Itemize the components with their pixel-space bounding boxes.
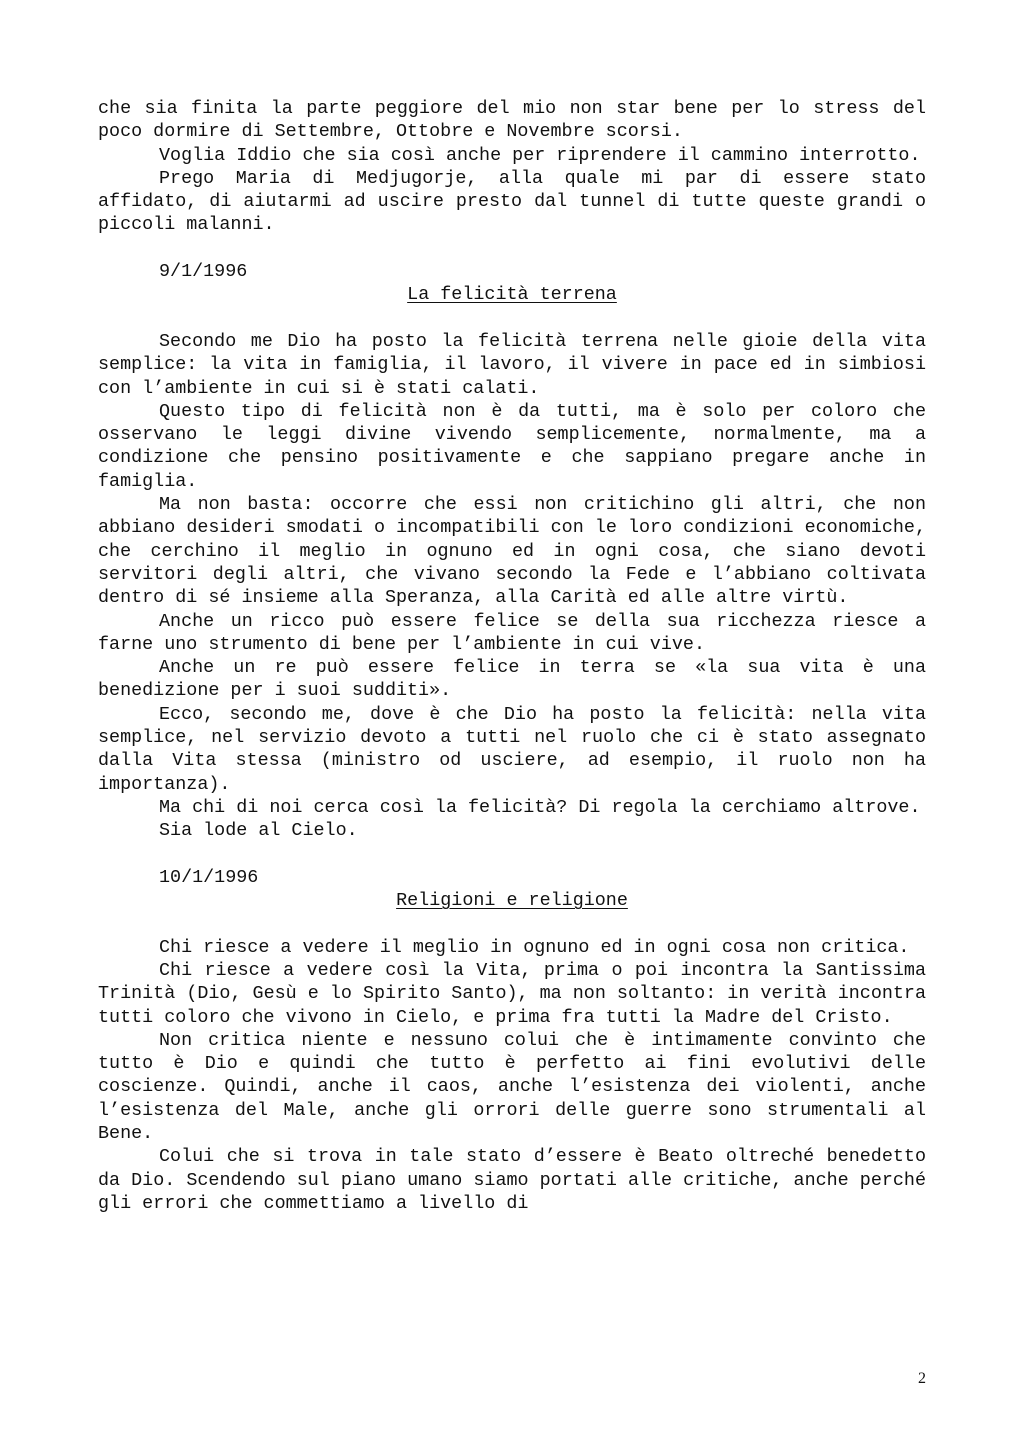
intro-section [98,97,926,237]
entry-section [98,866,926,1215]
paragraph: Voglia Iddio che sia così anche per riprendere il cammino interrotto. [159,144,921,166]
paragraph: Non critica niente e nessuno colui che è intimamente convinto che tutto è Dio e quindi che tutto è perfetto ai fini evolutivi delle coscienze. Quindi, anche il caos, anche l’esistenza dei violenti, anche l’esistenza del Male, anche gli orrori delle guerre sono strumentali al Bene. [98,1029,926,1145]
paragraph: Ma non basta: occorre che essi non critichino gli altri, che non abbiano desideri smodati o incompatibili con le loro condizioni economiche, che cerchino il meglio in ognuno ed in ogni cosa, che siano devoti servitori degli altri, che vivano secondo la Fede e l’abbiano coltivata dentro di sé insieme alla Speranza, alla Carità ed alle altre virtù. [98,494,926,609]
entry-section [98,260,926,842]
entry-title: Religioni e religione [396,890,628,912]
entry-date: 10/1/1996 [159,866,259,888]
paragraph: Colui che si trova in tale stato d’essere è Beato oltreché benedetto da Dio. Scendendo sul piano umano siamo portati alle critiche, anche perché gli errori che commettiamo a livello di [98,1146,926,1214]
paragraph: Chi riesce a vedere così la Vita, prima o poi incontra la Santissima Trinità (Dio, Gesù e lo Spirito Santo), ma non soltanto: in verità incontra tutti coloro che vivono in Cielo, e prima fra tutti la Madre del Cristo. [98,959,926,1028]
paragraph: Ma chi di noi cerca così la felicità? Di regola la cerchiamo altrove. [159,796,921,818]
paragraph: Sia lode al Cielo. [159,820,358,842]
page-number: 2 [918,1370,926,1387]
paragraph: Anche un ricco può essere felice se della sua ricchezza riesce a farne uno strumento di bene per l’ambiente in cui vive. [98,610,926,655]
paragraph: che sia finita la parte peggiore del mio non star bene per lo stress del poco dormire di Settembre, Ottobre e Novembre scorsi. [98,98,926,143]
paragraph: Prego Maria di Medjugorje, alla quale mi par di essere stato affidato, di aiutarmi ad uscire presto dal tunnel di tutte queste grandi o piccoli malanni. [98,167,926,236]
paragraph: Questo tipo di felicità non è da tutti, ma è solo per coloro che osservano le leggi divine vivendo semplicemente, normalmente, ma a condizione che pensino positivamente e che sappiano pregare anche in famiglia. [98,400,926,492]
entry-date: 9/1/1996 [159,261,248,283]
paragraph: Secondo me Dio ha posto la felicità terrena nelle gioie della vita semplice: la vita in famiglia, il lavoro, il vivere in pace ed in simbiosi con l’ambiente in cui si è stati calati. [98,330,926,399]
paragraph: Anche un re può essere felice in terra se «la sua vita è una benedizione per i suoi sudditi». [98,657,926,702]
paragraph: Chi riesce a vedere il meglio in ognuno ed in ogni cosa non critica. [159,936,910,958]
entry-title: La felicità terrena [407,284,617,306]
document-page [98,97,926,1215]
paragraph: Ecco, secondo me, dove è che Dio ha posto la felicità: nella vita semplice, nel servizio devoto a tutti nel ruolo che ci è stato assegnato dalla Vita stessa (ministro od usciere, ad esempio, il ruolo non ha importanza). [98,703,926,795]
